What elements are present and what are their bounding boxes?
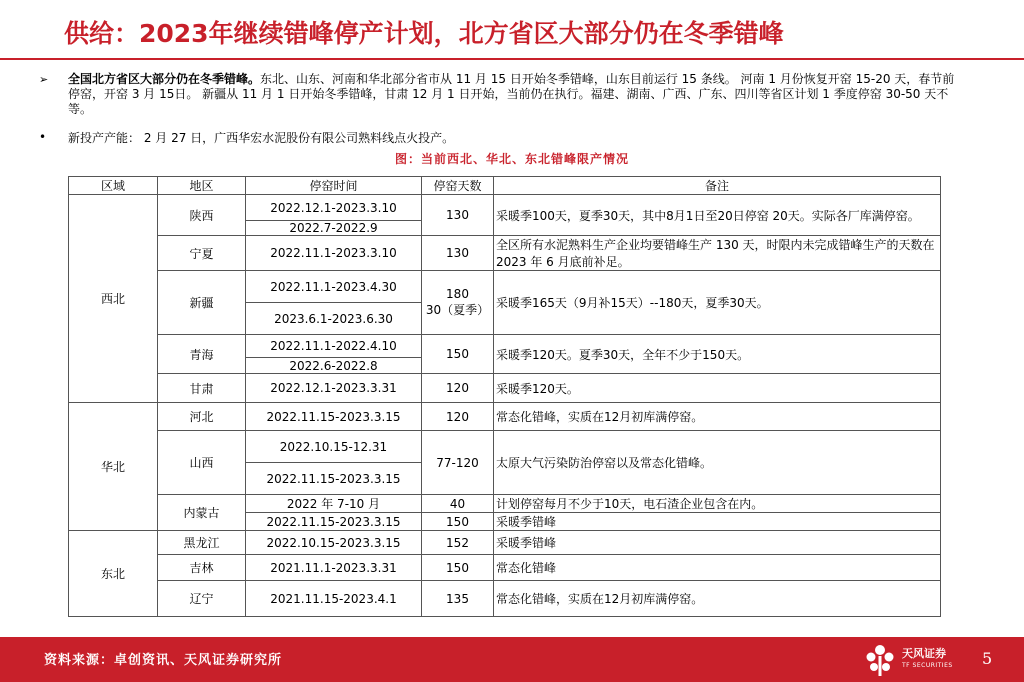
period-cell: 2022.6-2022.8 — [246, 358, 422, 374]
days-cell — [422, 271, 494, 335]
note-cell: 采暖季100天，夏季30天，其中8月1日至20日停窑 20天。实际各厂库满停窑。 — [494, 195, 941, 236]
period-cell: 2022.10.15-12.31 — [246, 431, 422, 463]
header-region: 区域 — [69, 177, 158, 195]
period-cell: 2022.11.15-2023.3.15 — [246, 403, 422, 431]
area-cell: 新疆 — [158, 271, 246, 335]
table-row — [69, 581, 941, 617]
region-cell: 东北 — [69, 531, 158, 617]
note-cell: 常态化错峰，实质在12月初库满停窑。 — [494, 403, 941, 431]
period-cell: 2021.11.15-2023.4.1 — [246, 581, 422, 617]
days-value: 180 — [446, 287, 469, 301]
bullet-1-text: 东北、山东、河南和华北部分省市从 11 月 15 日开始冬季错峰，山东目前运行 15 条线。 河南 1 月份恢复开窑 15-20 天，春节前停窑，开窑 3 月 15日。 新疆从 11 月 1 日开始冬季错峰，甘肃 12 月 1 日开始，当前仍在执行。福建、湖南、广西、广东、四川等省区计划 1 季度停窑 30-50 天不等。 — [68, 72, 955, 116]
period-cell: 2022.11.15-2023.3.15 — [246, 463, 422, 495]
table-row — [69, 271, 941, 303]
days-cell: 152 — [422, 531, 494, 555]
note-cell: 太原大气污染防治停窑以及常态化错峰。 — [494, 431, 941, 495]
arrow-bullet-icon: ➢ — [39, 73, 49, 86]
table-row — [69, 335, 941, 358]
period-cell: 2023.6.1-2023.6.30 — [246, 303, 422, 335]
period-cell: 2022.11.1-2023.3.10 — [246, 236, 422, 271]
logo-subtitle: TF SECURITIES — [902, 662, 953, 669]
logo-name: 天风证券 — [902, 647, 946, 660]
area-cell: 黑龙江 — [158, 531, 246, 555]
days-cell: 40 — [422, 495, 494, 513]
dot-bullet-icon: • — [39, 130, 47, 144]
tf-logo-icon — [862, 642, 898, 678]
days-cell: 130 — [422, 236, 494, 271]
table-header-row — [69, 177, 941, 195]
note-cell: 采暖季120天。 — [494, 374, 941, 403]
logo-text — [902, 648, 953, 672]
table-row — [69, 236, 941, 271]
region-cell: 西北 — [69, 195, 158, 403]
period-cell: 2022 年 7-10 月 — [246, 495, 422, 513]
header-days: 停窑天数 — [422, 177, 494, 195]
table-row — [69, 403, 941, 431]
table-row — [69, 431, 941, 463]
period-cell: 2021.11.1-2023.3.31 — [246, 555, 422, 581]
table-row — [69, 195, 941, 221]
period-cell: 2022.11.1-2023.4.30 — [246, 271, 422, 303]
note-cell: 常态化错峰 — [494, 555, 941, 581]
days-cell: 150 — [422, 555, 494, 581]
days-cell: 150 — [422, 335, 494, 374]
area-cell: 河北 — [158, 403, 246, 431]
header-area: 地区 — [158, 177, 246, 195]
area-cell: 青海 — [158, 335, 246, 374]
days-cell: 77-120 — [422, 431, 494, 495]
page-number: 5 — [982, 649, 993, 668]
area-cell: 甘肃 — [158, 374, 246, 403]
bullet-1-heading: 全国北方省区大部分仍在冬季错峰。 — [68, 72, 261, 86]
note-cell: 常态化错峰，实质在12月初库满停窑。 — [494, 581, 941, 617]
table-row — [69, 495, 941, 513]
period-cell: 2022.12.1-2023.3.31 — [246, 374, 422, 403]
page-title: 供给：2023年继续错峰停产计划，北方省区大部分仍在冬季错峰 — [64, 19, 784, 48]
table-row — [69, 374, 941, 403]
bullet-2 — [39, 130, 963, 146]
note-cell: 采暖季错峰 — [494, 531, 941, 555]
bullet-1 — [39, 72, 963, 117]
note-cell: 全区所有水泥熟料生产企业均要错峰生产 130 天，时限内未完成错峰生产的天数在 2023 年 6 月底前补足。 — [494, 236, 941, 271]
region-cell: 华北 — [69, 403, 158, 531]
note-cell: 采暖季165天（9月补15天）--180天，夏季30天。 — [494, 271, 941, 335]
figure-caption: 图：当前西北、华北、东北错峰限产情况 — [394, 152, 629, 166]
bullet-2-text: 新投产产能： 2 月 27 日，广西华宏水泥股份有限公司熟料线点火投产。 — [68, 131, 455, 145]
days-cell: 130 — [422, 195, 494, 236]
days-cell: 120 — [422, 374, 494, 403]
area-cell: 山西 — [158, 431, 246, 495]
footer-bar — [0, 637, 1024, 682]
days-value: 30（夏季） — [425, 303, 490, 317]
period-cell: 2022.11.1-2022.4.10 — [246, 335, 422, 358]
area-cell: 陕西 — [158, 195, 246, 236]
period-cell: 2022.12.1-2023.3.10 — [246, 195, 422, 221]
area-cell: 内蒙古 — [158, 495, 246, 531]
note-cell: 计划停窑每月不少于10天，电石渣企业包含在内。 — [494, 495, 941, 513]
header-period: 停窑时间 — [246, 177, 422, 195]
area-cell: 宁夏 — [158, 236, 246, 271]
area-cell: 辽宁 — [158, 581, 246, 617]
period-cell: 2022.11.15-2023.3.15 — [246, 513, 422, 531]
days-cell: 135 — [422, 581, 494, 617]
header-note: 备注 — [494, 177, 941, 195]
days-cell: 150 — [422, 513, 494, 531]
area-cell: 吉林 — [158, 555, 246, 581]
source-note: 资料来源：卓创资讯、天风证券研究所 — [44, 653, 283, 668]
period-cell: 2022.7-2022.9 — [246, 221, 422, 236]
table-row — [69, 555, 941, 581]
curtailment-table — [68, 176, 941, 617]
title-divider — [0, 58, 1024, 60]
note-cell: 采暖季120天。夏季30天，全年不少于150天。 — [494, 335, 941, 374]
period-cell: 2022.10.15-2023.3.15 — [246, 531, 422, 555]
note-cell: 采暖季错峰 — [494, 513, 941, 531]
days-cell: 120 — [422, 403, 494, 431]
table-row — [69, 531, 941, 555]
